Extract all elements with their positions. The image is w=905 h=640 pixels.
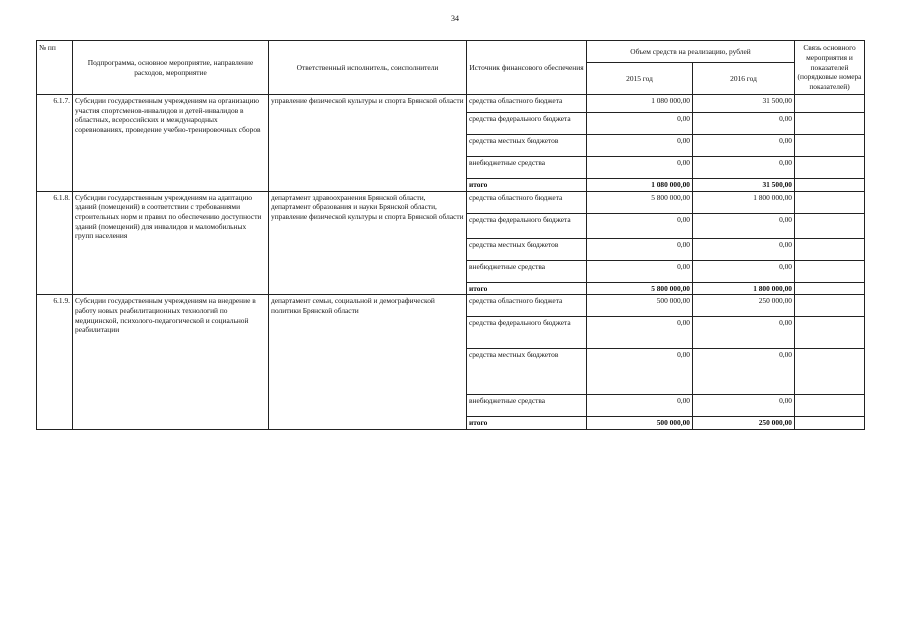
amount-2015: 5 800 000,00 <box>587 282 693 295</box>
amount-2016: 0,00 <box>693 395 795 417</box>
indicator-link <box>795 238 865 260</box>
amount-2016: 0,00 <box>693 317 795 349</box>
funding-source: средства областного бюджета <box>467 95 587 113</box>
funding-source: итого <box>467 282 587 295</box>
item-program: Субсидии государственным учреждениям на внедрение в работу новых реабилитационных технологий по медицинской, психолого-педагогической и социальной реабилитации <box>73 295 269 430</box>
amount-2016: 1 800 000,00 <box>693 191 795 213</box>
header-volume: Объем средств на реализацию, рублей <box>587 41 795 63</box>
funding-source: средства областного бюджета <box>467 191 587 213</box>
amount-2016: 0,00 <box>693 135 795 157</box>
amount-2016: 0,00 <box>693 349 795 395</box>
item-executor: департамент здравоохранения Брянской области, департамент образования и науки Брянской области, управление физической культуры и спорта Брянской области <box>269 191 467 295</box>
funding-source: итого <box>467 417 587 430</box>
funding-source: средства федерального бюджета <box>467 113 587 135</box>
amount-2015: 500 000,00 <box>587 417 693 430</box>
amount-2016: 0,00 <box>693 260 795 282</box>
amount-2016: 1 800 000,00 <box>693 282 795 295</box>
item-number: 6.1.8. <box>37 191 73 295</box>
indicator-link <box>795 213 865 238</box>
amount-2016: 31 500,00 <box>693 95 795 113</box>
amount-2016: 0,00 <box>693 213 795 238</box>
amount-2015: 0,00 <box>587 213 693 238</box>
table-row <box>37 95 865 113</box>
indicator-link <box>795 179 865 192</box>
table-row <box>37 191 865 213</box>
amount-2015: 0,00 <box>587 349 693 395</box>
amount-2016: 0,00 <box>693 113 795 135</box>
table-body <box>37 95 865 430</box>
budget-table <box>36 40 865 430</box>
funding-source: внебюджетные средства <box>467 395 587 417</box>
table-row <box>37 295 865 317</box>
header-no: № пп <box>37 41 73 95</box>
amount-2015: 1 080 000,00 <box>587 179 693 192</box>
page-number: 34 <box>451 14 459 23</box>
amount-2015: 500 000,00 <box>587 295 693 317</box>
amount-2015: 0,00 <box>587 113 693 135</box>
amount-2015: 0,00 <box>587 135 693 157</box>
funding-source: средства местных бюджетов <box>467 349 587 395</box>
funding-source: итого <box>467 179 587 192</box>
funding-source: средства местных бюджетов <box>467 238 587 260</box>
indicator-link <box>795 395 865 417</box>
item-executor: управление физической культуры и спорта Брянской области <box>269 95 467 192</box>
amount-2016: 0,00 <box>693 238 795 260</box>
item-number: 6.1.9. <box>37 295 73 430</box>
amount-2016: 250 000,00 <box>693 417 795 430</box>
header-executor: Ответственный исполнитель, соисполнители <box>269 41 467 95</box>
indicator-link <box>795 113 865 135</box>
header-link: Связь основного мероприятия и показателей (порядковые номера показателей) <box>795 41 865 95</box>
amount-2015: 1 080 000,00 <box>587 95 693 113</box>
header-year-2015: 2015 год <box>587 63 693 95</box>
funding-source: внебюджетные средства <box>467 157 587 179</box>
item-executor: департамент семьи, социальной и демографической политики Брянской области <box>269 295 467 430</box>
amount-2015: 0,00 <box>587 317 693 349</box>
indicator-link <box>795 282 865 295</box>
indicator-link <box>795 260 865 282</box>
funding-source: средства областного бюджета <box>467 295 587 317</box>
indicator-link <box>795 295 865 317</box>
amount-2016: 250 000,00 <box>693 295 795 317</box>
item-program: Субсидии государственным учреждениям на организацию участия спортсменов-инвалидов и детей-инвалидов в областных, всероссийских и международных соревнованиях, проведение учебно-тренировочных сборов <box>73 95 269 192</box>
table-header <box>37 41 865 95</box>
amount-2015: 0,00 <box>587 260 693 282</box>
indicator-link <box>795 191 865 213</box>
header-year-2016: 2016 год <box>693 63 795 95</box>
indicator-link <box>795 157 865 179</box>
indicator-link <box>795 135 865 157</box>
amount-2015: 0,00 <box>587 157 693 179</box>
indicator-link <box>795 317 865 349</box>
amount-2015: 5 800 000,00 <box>587 191 693 213</box>
amount-2016: 0,00 <box>693 157 795 179</box>
indicator-link <box>795 349 865 395</box>
indicator-link <box>795 95 865 113</box>
funding-source: средства местных бюджетов <box>467 135 587 157</box>
item-number: 6.1.7. <box>37 95 73 192</box>
funding-source: средства федерального бюджета <box>467 317 587 349</box>
funding-source: средства федерального бюджета <box>467 213 587 238</box>
funding-source: внебюджетные средства <box>467 260 587 282</box>
amount-2015: 0,00 <box>587 238 693 260</box>
amount-2016: 31 500,00 <box>693 179 795 192</box>
header-source: Источник финансового обеспечения <box>467 41 587 95</box>
amount-2015: 0,00 <box>587 395 693 417</box>
item-program: Субсидии государственным учреждениям на адаптацию зданий (помещений) в соответствии с требованиями строительных норм и правил по обеспечению доступности зданий (помещений) для инвалидов и маломобильных групп населения <box>73 191 269 295</box>
indicator-link <box>795 417 865 430</box>
header-program: Подпрограмма, основное мероприятие, направление расходов, мероприятие <box>73 41 269 95</box>
